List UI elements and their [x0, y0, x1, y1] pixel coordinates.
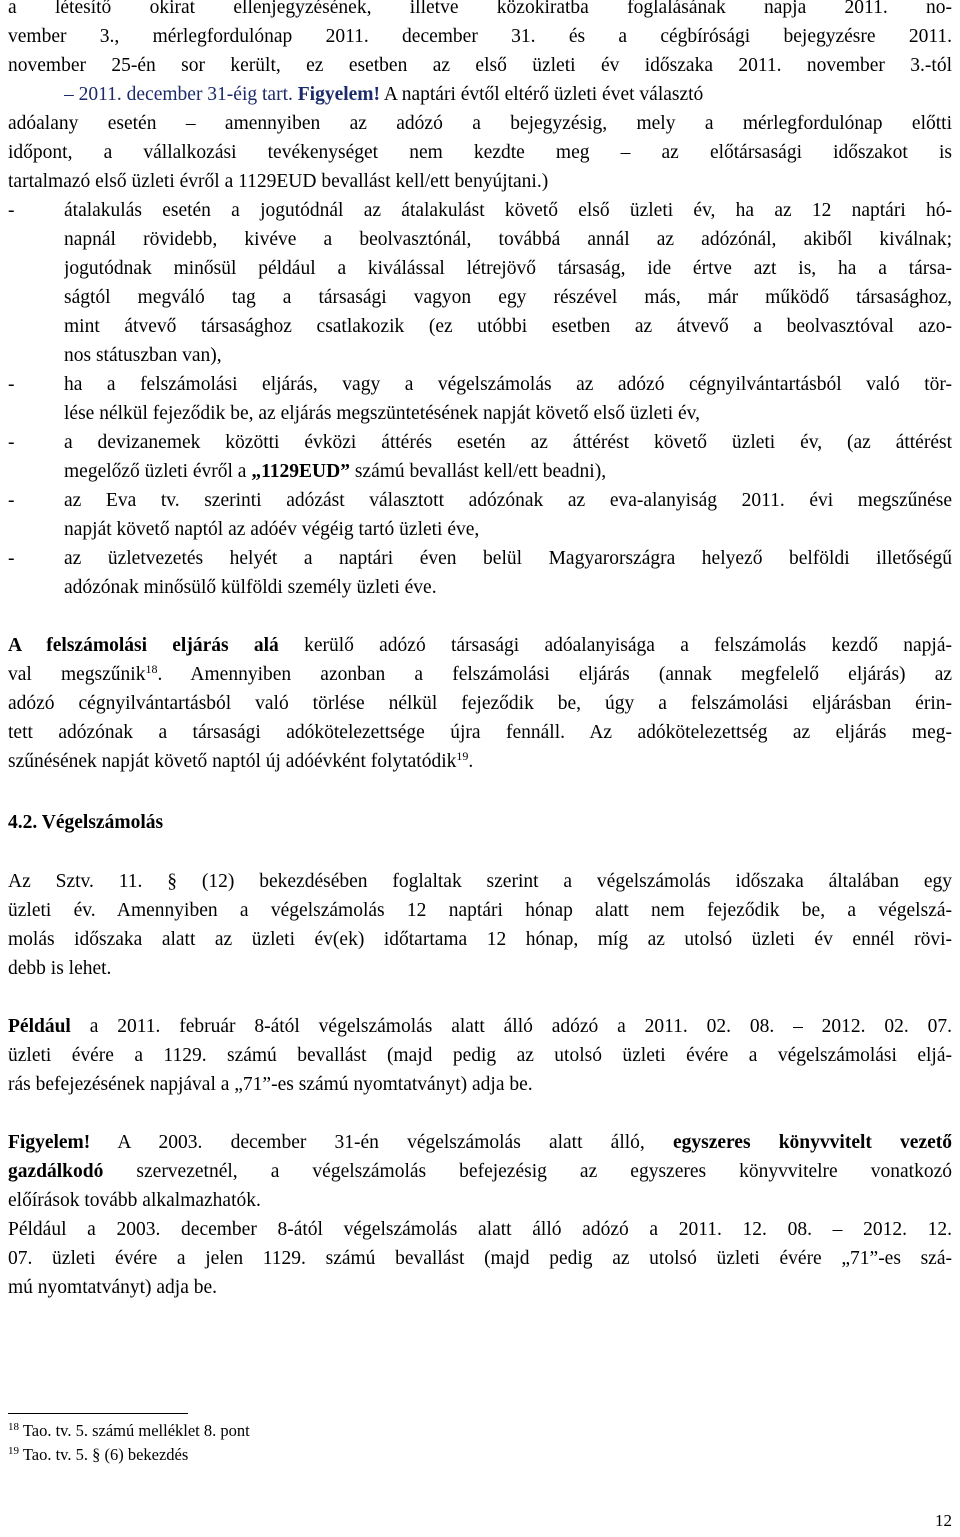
example2-line-3: mú nyomtatványt) adja be. [8, 1277, 218, 1298]
figyelem-inline-line-4: tartalmazó első üzleti évről a 1129EUD bevallást kell/ett benyújtani.) [8, 171, 549, 192]
bullet-5-line-2: adózónak minősülő külföldi személy üzleti éve. [64, 577, 437, 598]
section-heading: 4.2. Végelszámolás [8, 812, 164, 833]
felszamolas-line-1-rest: kerülő adózó társasági adóalanyisága a felszámolás kezdő napjá- [304, 635, 952, 656]
footnote-19 [8, 1443, 952, 1467]
bullet-4-line-2: napját követő naptól az adóév végéig tartó üzleti éve, [64, 519, 480, 540]
bullet-2-line-2: lése nélkül fejeződik be, az eljárás megszüntetésének napját követő első üzleti év, [64, 403, 701, 424]
bullet-mark-5: - [8, 548, 15, 569]
example2-line-1: Például a 2003. december 8-ától végelszámolás alatt álló adózó a 2011. 12. 08. – 2012. 12. [8, 1219, 952, 1240]
example1-line-1 [8, 1012, 952, 1042]
felszamolas-bold-start: A felszámolási eljárás alá [8, 635, 279, 656]
bullet-3-line-2 [64, 457, 952, 487]
felszamolas-line-2 [8, 660, 952, 690]
bullet-1-line-5: mint átvevő társasághoz csatlakozik (ez utóbbi esetben az átvevő a beolvasztóval azo- [64, 316, 952, 337]
figyelem2-line-1-bold: egyszeres könyvvitelt vezető [672, 1132, 952, 1153]
felszamolas-line-5-before: szűnésének napját követő naptól új adóévként folytatódik [8, 751, 457, 772]
bullet-1-line-3: jogutódnak minősül például a kiválással létrejövő társaság, ide értve azt is, ha a társa- [64, 258, 952, 279]
bullet-4-line-1: az Eva tv. szerinti adózást választott adózónak az eva-alanyiság 2011. évi megszűnése [64, 490, 952, 511]
figyelem-label-2: Figyelem! [8, 1132, 91, 1153]
felszamolas-line-2-after: . Amennyiben azonban a felszámolási eljárás (annak megfelelő eljárás) az [157, 664, 952, 685]
bullet-3-line-2-before: megelőző üzleti évről a [64, 461, 252, 482]
intro-line-2: vember 3., mérlegfordulónap 2011. december 31. és a cégbírósági bejegyzésre 2011. [8, 26, 952, 47]
bullet-1-line-2: napnál rövidebb, kivéve a beolvasztónál, továbbá annál az adózónál, akiből kiválnak; [64, 229, 952, 250]
intro-line-4-with-warning [64, 80, 952, 110]
figyelem-inline-line-3: időpont, a vállalkozási tevékenységet nem kezdte meg – az előtársasági időszakot is [8, 142, 952, 163]
felszamolas-line-5-after: . [468, 751, 474, 772]
bullet-5-line-1: az üzletvezetés helyét a naptári éven belül Magyarországra helyező belföldi illetőségű [64, 548, 952, 569]
intro-line-3: november 25-én sor került, ez esetben az első üzleti év időszaka 2011. november 3.-tól [8, 55, 952, 76]
bullet-mark-4: - [8, 490, 15, 511]
bullet-3-bold-form: „1129EUD” [251, 461, 350, 482]
figyelem-label-1: Figyelem! [297, 84, 381, 105]
sztv-line-1: Az Sztv. 11. § (12) bekezdésében foglaltak szerint a végelszámolás időszaka általában egy [8, 871, 952, 892]
footnote-18-text: Tao. tv. 5. számú melléklet 8. pont [22, 1421, 250, 1440]
figyelem2-line-2-bold: gazdálkodó [8, 1161, 104, 1182]
footnote-18-number: 18 [8, 1421, 19, 1433]
example1-line-2: üzleti évére a 1129. számú bevallást (majd pedig az utolsó üzleti évére a végelszámolási eljá- [8, 1045, 952, 1066]
footnote-18 [8, 1419, 952, 1443]
footnote-19-number: 19 [8, 1445, 19, 1457]
felszamolas-line-1 [8, 631, 952, 661]
figyelem2-line-3: előírások tovább alkalmazhatók. [8, 1190, 261, 1211]
footnote-ref-19: 19 [456, 749, 469, 763]
example2-line-2: 07. üzleti évére a jelen 1129. számú bevallást (majd pedig az utolsó üzleti évére „71”-es szá- [8, 1248, 952, 1269]
bullet-mark-2: - [8, 374, 15, 395]
bullet-2-line-1: ha a felszámolási eljárás, vagy a végelszámolás az adózó cégnyilvántartásból való tör- [64, 374, 952, 395]
figyelem2-line-1 [8, 1128, 952, 1158]
example1-line-3: rás befejezésének napjával a „71”-es számú nyomtatványt) adja be. [8, 1074, 533, 1095]
bullet-1-line-4: ságtól megváló tag a társasági vagyon egy részével más, már működő társasághoz, [64, 287, 952, 308]
footnote-ref-18: 18 [145, 662, 158, 676]
bullet-mark-3: - [8, 432, 15, 453]
bullet-mark-1: - [8, 200, 15, 221]
felszamolas-line-2-before: val megszűnik [8, 664, 146, 685]
figyelem-inline-line-2: adóalany esetén – amennyiben az adózó a bejegyzésig, mely a mérlegfordulónap előtti [8, 113, 952, 134]
bullet-3-line-1: a devizanemek közötti évközi áttérés esetén az áttérést követő üzleti év, (az áttérést [64, 432, 952, 453]
sztv-line-3: molás időszaka alatt az üzleti év(ek) időtartama 12 hónap, míg az utolsó üzleti év ennél rövi- [8, 929, 952, 950]
bullet-1-line-1: átalakulás esetén a jogutódnál az átalakulást követő első üzleti év, ha az 12 naptári hó- [64, 200, 952, 221]
felszamolas-line-4: tett adózónak a társasági adókötelezettsége újra fennáll. Az adókötelezettség az eljárás meg- [8, 722, 952, 743]
footnote-separator [8, 1413, 188, 1414]
example1-line-1-rest: a 2011. február 8-ától végelszámolás alatt álló adózó a 2011. 02. 08. – 2012. 02. 07. [89, 1016, 952, 1037]
footnote-19-text: Tao. tv. 5. § (6) bekezdés [22, 1445, 189, 1464]
felszamolas-line-5 [8, 747, 952, 777]
felszamolas-line-3: adózó cégnyilvántartásból való törlése nélkül fejeződik be, úgy a felszámolási eljárásban érin- [8, 693, 952, 714]
sztv-line-4: debb is lehet. [8, 958, 112, 979]
figyelem2-line-2-rest: szervezetnél, a végelszámolás befejezésig az egyszeres könyvvitelre vonatkozó [103, 1161, 952, 1182]
sztv-line-2: üzleti év. Amennyiben a végelszámolás 12 naptári hónap alatt nem fejeződik be, a végelszá- [8, 900, 952, 921]
figyelem-inline-first: A naptári évtől eltérő üzleti évet választó [383, 84, 704, 105]
bullet-3-line-2-after: számú bevallást kell/ett beadni), [349, 461, 607, 482]
intro-line-1: a létesítő okirat ellenjegyzésének, illetve közokiratba foglalásának napja 2011. no- [8, 0, 952, 18]
page-number: 12 [935, 1511, 952, 1530]
figyelem2-line-2 [8, 1157, 952, 1187]
example1-label: Például [8, 1016, 71, 1037]
figyelem2-line-1-mid: A 2003. december 31-én végelszámolás alatt álló, [90, 1132, 673, 1153]
bullet-1-line-6: nos státuszban van), [64, 345, 222, 366]
intro-line-4: – 2011. december 31-éig tart. [64, 84, 293, 105]
